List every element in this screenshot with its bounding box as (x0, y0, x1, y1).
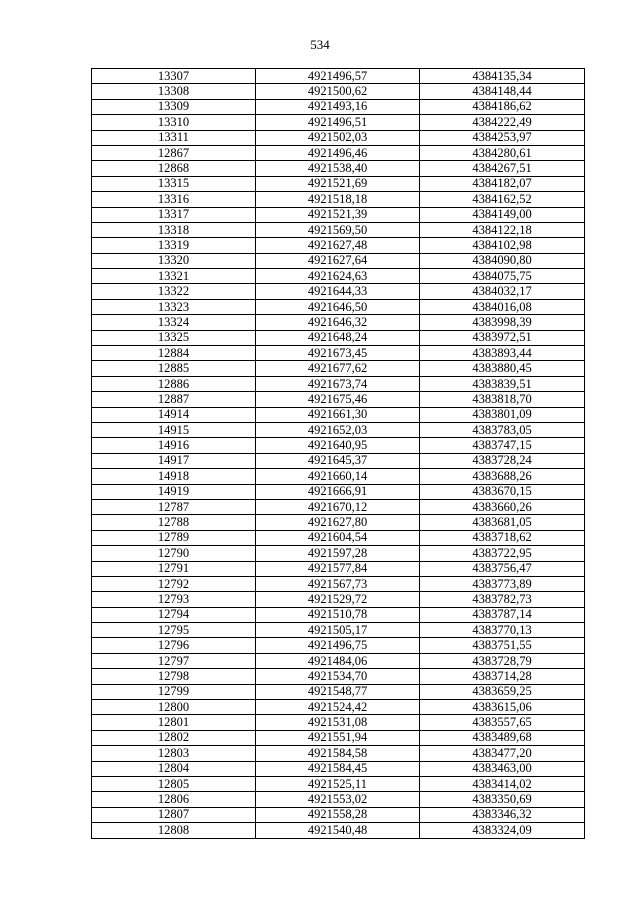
table-row (92, 638, 585, 653)
x-coordinate-cell: 4921500,62 (256, 84, 420, 99)
x-coordinate-cell: 4921673,74 (256, 376, 420, 391)
x-coordinate-cell: 4921584,58 (256, 746, 420, 761)
x-coordinate-cell: 4921548,77 (256, 684, 420, 699)
x-coordinate-cell: 4921521,69 (256, 176, 420, 191)
point-id-cell: 12886 (92, 376, 256, 391)
y-coordinate-cell: 4383477,20 (420, 746, 585, 761)
point-id-cell: 12807 (92, 807, 256, 822)
x-coordinate-cell: 4921577,84 (256, 561, 420, 576)
y-coordinate-cell: 4383783,05 (420, 422, 585, 437)
table-row (92, 192, 585, 207)
y-coordinate-cell: 4383756,47 (420, 561, 585, 576)
point-id-cell: 12788 (92, 515, 256, 530)
table-row (92, 730, 585, 745)
point-id-cell: 13311 (92, 130, 256, 145)
table-row (92, 592, 585, 607)
x-coordinate-cell: 4921505,17 (256, 623, 420, 638)
y-coordinate-cell: 4383463,00 (420, 761, 585, 776)
y-coordinate-cell: 4383681,05 (420, 515, 585, 530)
point-id-cell: 12805 (92, 776, 256, 791)
y-coordinate-cell: 4383818,70 (420, 392, 585, 407)
page-number: 534 (310, 37, 330, 52)
point-id-cell: 13308 (92, 84, 256, 99)
x-coordinate-cell: 4921534,70 (256, 669, 420, 684)
table-row (92, 299, 585, 314)
y-coordinate-cell: 4383660,26 (420, 499, 585, 514)
x-coordinate-cell: 4921627,64 (256, 253, 420, 268)
point-id-cell: 12804 (92, 761, 256, 776)
y-coordinate-cell: 4383714,28 (420, 669, 585, 684)
table-row (92, 69, 585, 84)
point-id-cell: 12801 (92, 715, 256, 730)
point-id-cell: 13315 (92, 176, 256, 191)
y-coordinate-cell: 4383350,69 (420, 792, 585, 807)
point-id-cell: 14918 (92, 469, 256, 484)
table-row (92, 407, 585, 422)
x-coordinate-cell: 4921496,46 (256, 145, 420, 160)
table-row (92, 684, 585, 699)
point-id-cell: 13307 (92, 69, 256, 84)
point-id-cell: 12795 (92, 623, 256, 638)
y-coordinate-cell: 4384182,07 (420, 176, 585, 191)
x-coordinate-cell: 4921675,46 (256, 392, 420, 407)
table-row (92, 499, 585, 514)
x-coordinate-cell: 4921640,95 (256, 438, 420, 453)
x-coordinate-cell: 4921677,62 (256, 361, 420, 376)
y-coordinate-cell: 4384135,34 (420, 69, 585, 84)
point-id-cell: 12803 (92, 746, 256, 761)
y-coordinate-cell: 4383615,06 (420, 700, 585, 715)
point-id-cell: 13319 (92, 238, 256, 253)
point-id-cell: 13322 (92, 284, 256, 299)
point-id-cell: 12793 (92, 592, 256, 607)
point-id-cell: 12808 (92, 823, 256, 838)
table-row (92, 222, 585, 237)
table-row (92, 238, 585, 253)
point-id-cell: 14919 (92, 484, 256, 499)
point-id-cell: 13317 (92, 207, 256, 222)
x-coordinate-cell: 4921652,03 (256, 422, 420, 437)
y-coordinate-cell: 4384222,49 (420, 115, 585, 130)
table-row (92, 207, 585, 222)
table-row (92, 253, 585, 268)
y-coordinate-cell: 4383893,44 (420, 346, 585, 361)
y-coordinate-cell: 4384148,44 (420, 84, 585, 99)
point-id-cell: 12789 (92, 530, 256, 545)
x-coordinate-cell: 4921496,51 (256, 115, 420, 130)
table-row (92, 807, 585, 822)
table-row (92, 623, 585, 638)
point-id-cell: 12887 (92, 392, 256, 407)
table-row (92, 269, 585, 284)
x-coordinate-cell: 4921660,14 (256, 469, 420, 484)
x-coordinate-cell: 4921646,32 (256, 315, 420, 330)
table-row (92, 776, 585, 791)
point-id-cell: 12885 (92, 361, 256, 376)
point-id-cell: 14916 (92, 438, 256, 453)
table-row (92, 484, 585, 499)
point-id-cell: 12796 (92, 638, 256, 653)
point-id-cell: 12800 (92, 700, 256, 715)
x-coordinate-cell: 4921529,72 (256, 592, 420, 607)
table-row (92, 115, 585, 130)
x-coordinate-cell: 4921670,12 (256, 499, 420, 514)
y-coordinate-cell: 4383747,15 (420, 438, 585, 453)
point-id-cell: 12787 (92, 499, 256, 514)
table-row (92, 453, 585, 468)
y-coordinate-cell: 4383972,51 (420, 330, 585, 345)
table-row (92, 330, 585, 345)
table-row (92, 438, 585, 453)
x-coordinate-cell: 4921524,42 (256, 700, 420, 715)
table-row (92, 561, 585, 576)
y-coordinate-cell: 4384090,80 (420, 253, 585, 268)
point-id-cell: 12802 (92, 730, 256, 745)
point-id-cell: 13309 (92, 99, 256, 114)
y-coordinate-cell: 4383801,09 (420, 407, 585, 422)
y-coordinate-cell: 4383670,15 (420, 484, 585, 499)
point-id-cell: 14914 (92, 407, 256, 422)
table-row (92, 176, 585, 191)
table-row (92, 392, 585, 407)
y-coordinate-cell: 4383770,13 (420, 623, 585, 638)
x-coordinate-cell: 4921493,16 (256, 99, 420, 114)
y-coordinate-cell: 4383880,45 (420, 361, 585, 376)
y-coordinate-cell: 4384253,97 (420, 130, 585, 145)
point-id-cell: 12794 (92, 607, 256, 622)
table-row (92, 700, 585, 715)
x-coordinate-cell: 4921584,45 (256, 761, 420, 776)
y-coordinate-cell: 4383659,25 (420, 684, 585, 699)
table-row (92, 346, 585, 361)
point-id-cell: 13321 (92, 269, 256, 284)
y-coordinate-cell: 4383998,39 (420, 315, 585, 330)
point-id-cell: 12798 (92, 669, 256, 684)
x-coordinate-cell: 4921567,73 (256, 576, 420, 591)
x-coordinate-cell: 4921538,40 (256, 161, 420, 176)
y-coordinate-cell: 4383489,68 (420, 730, 585, 745)
table-row (92, 376, 585, 391)
y-coordinate-cell: 4384016,08 (420, 299, 585, 314)
x-coordinate-cell: 4921645,37 (256, 453, 420, 468)
y-coordinate-cell: 4383773,89 (420, 576, 585, 591)
x-coordinate-cell: 4921673,45 (256, 346, 420, 361)
y-coordinate-cell: 4383324,09 (420, 823, 585, 838)
y-coordinate-cell: 4383839,51 (420, 376, 585, 391)
x-coordinate-cell: 4921540,48 (256, 823, 420, 838)
point-id-cell: 14917 (92, 453, 256, 468)
y-coordinate-cell: 4383782,73 (420, 592, 585, 607)
table-row (92, 792, 585, 807)
y-coordinate-cell: 4384186,62 (420, 99, 585, 114)
x-coordinate-cell: 4921666,91 (256, 484, 420, 499)
y-coordinate-cell: 4384149,00 (420, 207, 585, 222)
coordinates-table (91, 68, 585, 839)
table-row (92, 823, 585, 838)
point-id-cell: 14915 (92, 422, 256, 437)
x-coordinate-cell: 4921502,03 (256, 130, 420, 145)
x-coordinate-cell: 4921496,57 (256, 69, 420, 84)
x-coordinate-cell: 4921496,75 (256, 638, 420, 653)
x-coordinate-cell: 4921531,08 (256, 715, 420, 730)
table-row (92, 761, 585, 776)
point-id-cell: 13320 (92, 253, 256, 268)
point-id-cell: 12797 (92, 653, 256, 668)
point-id-cell: 13310 (92, 115, 256, 130)
point-id-cell: 13325 (92, 330, 256, 345)
y-coordinate-cell: 4383728,79 (420, 653, 585, 668)
point-id-cell: 12868 (92, 161, 256, 176)
x-coordinate-cell: 4921648,24 (256, 330, 420, 345)
x-coordinate-cell: 4921525,11 (256, 776, 420, 791)
table-row (92, 99, 585, 114)
coordinates-table-body (92, 69, 585, 839)
table-row (92, 669, 585, 684)
table-row (92, 284, 585, 299)
x-coordinate-cell: 4921553,02 (256, 792, 420, 807)
x-coordinate-cell: 4921627,48 (256, 238, 420, 253)
point-id-cell: 13318 (92, 222, 256, 237)
table-row (92, 84, 585, 99)
point-id-cell: 13316 (92, 192, 256, 207)
point-id-cell: 13323 (92, 299, 256, 314)
x-coordinate-cell: 4921627,80 (256, 515, 420, 530)
table-row (92, 746, 585, 761)
y-coordinate-cell: 4384102,98 (420, 238, 585, 253)
table-row (92, 546, 585, 561)
table-row (92, 469, 585, 484)
y-coordinate-cell: 4384280,61 (420, 145, 585, 160)
y-coordinate-cell: 4384267,51 (420, 161, 585, 176)
x-coordinate-cell: 4921624,63 (256, 269, 420, 284)
point-id-cell: 12806 (92, 792, 256, 807)
x-coordinate-cell: 4921510,78 (256, 607, 420, 622)
y-coordinate-cell: 4383722,95 (420, 546, 585, 561)
x-coordinate-cell: 4921551,94 (256, 730, 420, 745)
point-id-cell: 12884 (92, 346, 256, 361)
x-coordinate-cell: 4921558,28 (256, 807, 420, 822)
point-id-cell: 12792 (92, 576, 256, 591)
point-id-cell: 12790 (92, 546, 256, 561)
x-coordinate-cell: 4921569,50 (256, 222, 420, 237)
x-coordinate-cell: 4921484,06 (256, 653, 420, 668)
table-row (92, 515, 585, 530)
table-row (92, 653, 585, 668)
point-id-cell: 13324 (92, 315, 256, 330)
x-coordinate-cell: 4921604,54 (256, 530, 420, 545)
table-row (92, 161, 585, 176)
x-coordinate-cell: 4921661,30 (256, 407, 420, 422)
table-row (92, 530, 585, 545)
point-id-cell: 12791 (92, 561, 256, 576)
table-row (92, 145, 585, 160)
y-coordinate-cell: 4383728,24 (420, 453, 585, 468)
y-coordinate-cell: 4384075,75 (420, 269, 585, 284)
table-row (92, 715, 585, 730)
y-coordinate-cell: 4383414,02 (420, 776, 585, 791)
y-coordinate-cell: 4383787,14 (420, 607, 585, 622)
point-id-cell: 12799 (92, 684, 256, 699)
y-coordinate-cell: 4384162,52 (420, 192, 585, 207)
x-coordinate-cell: 4921597,28 (256, 546, 420, 561)
point-id-cell: 12867 (92, 145, 256, 160)
x-coordinate-cell: 4921518,18 (256, 192, 420, 207)
y-coordinate-cell: 4383346,32 (420, 807, 585, 822)
y-coordinate-cell: 4383688,26 (420, 469, 585, 484)
y-coordinate-cell: 4384032,17 (420, 284, 585, 299)
y-coordinate-cell: 4384122,18 (420, 222, 585, 237)
table-row (92, 361, 585, 376)
x-coordinate-cell: 4921644,33 (256, 284, 420, 299)
table-row (92, 422, 585, 437)
y-coordinate-cell: 4383718,62 (420, 530, 585, 545)
x-coordinate-cell: 4921646,50 (256, 299, 420, 314)
y-coordinate-cell: 4383557,65 (420, 715, 585, 730)
y-coordinate-cell: 4383751,55 (420, 638, 585, 653)
table-row (92, 607, 585, 622)
x-coordinate-cell: 4921521,39 (256, 207, 420, 222)
table-row (92, 130, 585, 145)
table-row (92, 315, 585, 330)
table-row (92, 576, 585, 591)
